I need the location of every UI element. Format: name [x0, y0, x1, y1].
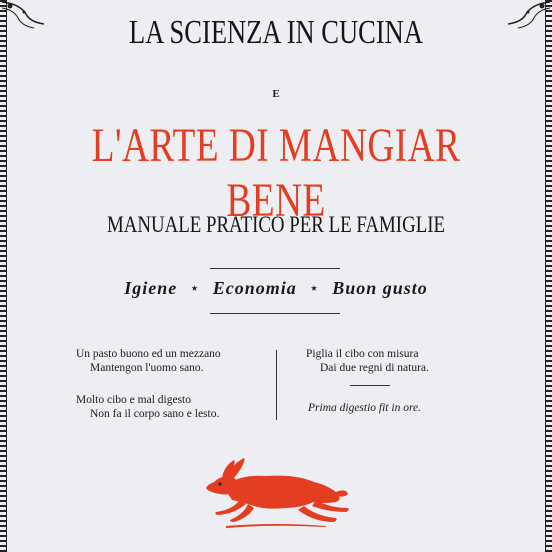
verse-line: Piglia il cibo con misura [306, 348, 419, 360]
title-line-2: L'ARTE DI MANGIAR BENE [91, 119, 461, 227]
left-ornamental-border [0, 0, 10, 552]
verse-left-bottom [76, 393, 219, 421]
motto-line [0, 278, 552, 299]
divider-rule [210, 268, 340, 269]
verse-line: Un pasto buono ed un mezzano [76, 348, 221, 360]
verse-right-bottom [308, 401, 421, 415]
motto-igiene: Igiene [124, 278, 178, 298]
divider-rule [210, 313, 340, 314]
motto-economia: Economia [212, 278, 297, 298]
verse-line: Non fa il corpo sano e lesto. [90, 408, 220, 420]
vertical-divider [276, 350, 277, 420]
verse-line: Mantengon l'uomo sano. [90, 362, 204, 374]
short-rule [350, 385, 390, 386]
motto-buon-gusto: Buon gusto [332, 278, 428, 298]
running-hare-icon [196, 452, 356, 532]
verse-line: Dai due regni di natura. [320, 362, 429, 374]
title-conjunction: E [272, 88, 280, 100]
star-icon: ⋆ [310, 281, 319, 295]
verse-left-top [76, 347, 221, 375]
verse-line: Prima digestio fit in ore. [308, 402, 421, 414]
verse-right-top [306, 347, 429, 375]
subtitle: MANUALE PRATICO PER LE FAMIGLIE [106, 212, 446, 237]
corner-ornament-icon [504, 0, 552, 30]
star-icon: ⋆ [190, 281, 200, 295]
verse-line: Molto cibo e mal digesto [76, 394, 191, 406]
title-line-1: LA SCIENZA IN CUCINA [129, 14, 423, 51]
corner-ornament-icon [0, 0, 48, 30]
right-ornamental-border [542, 0, 552, 552]
